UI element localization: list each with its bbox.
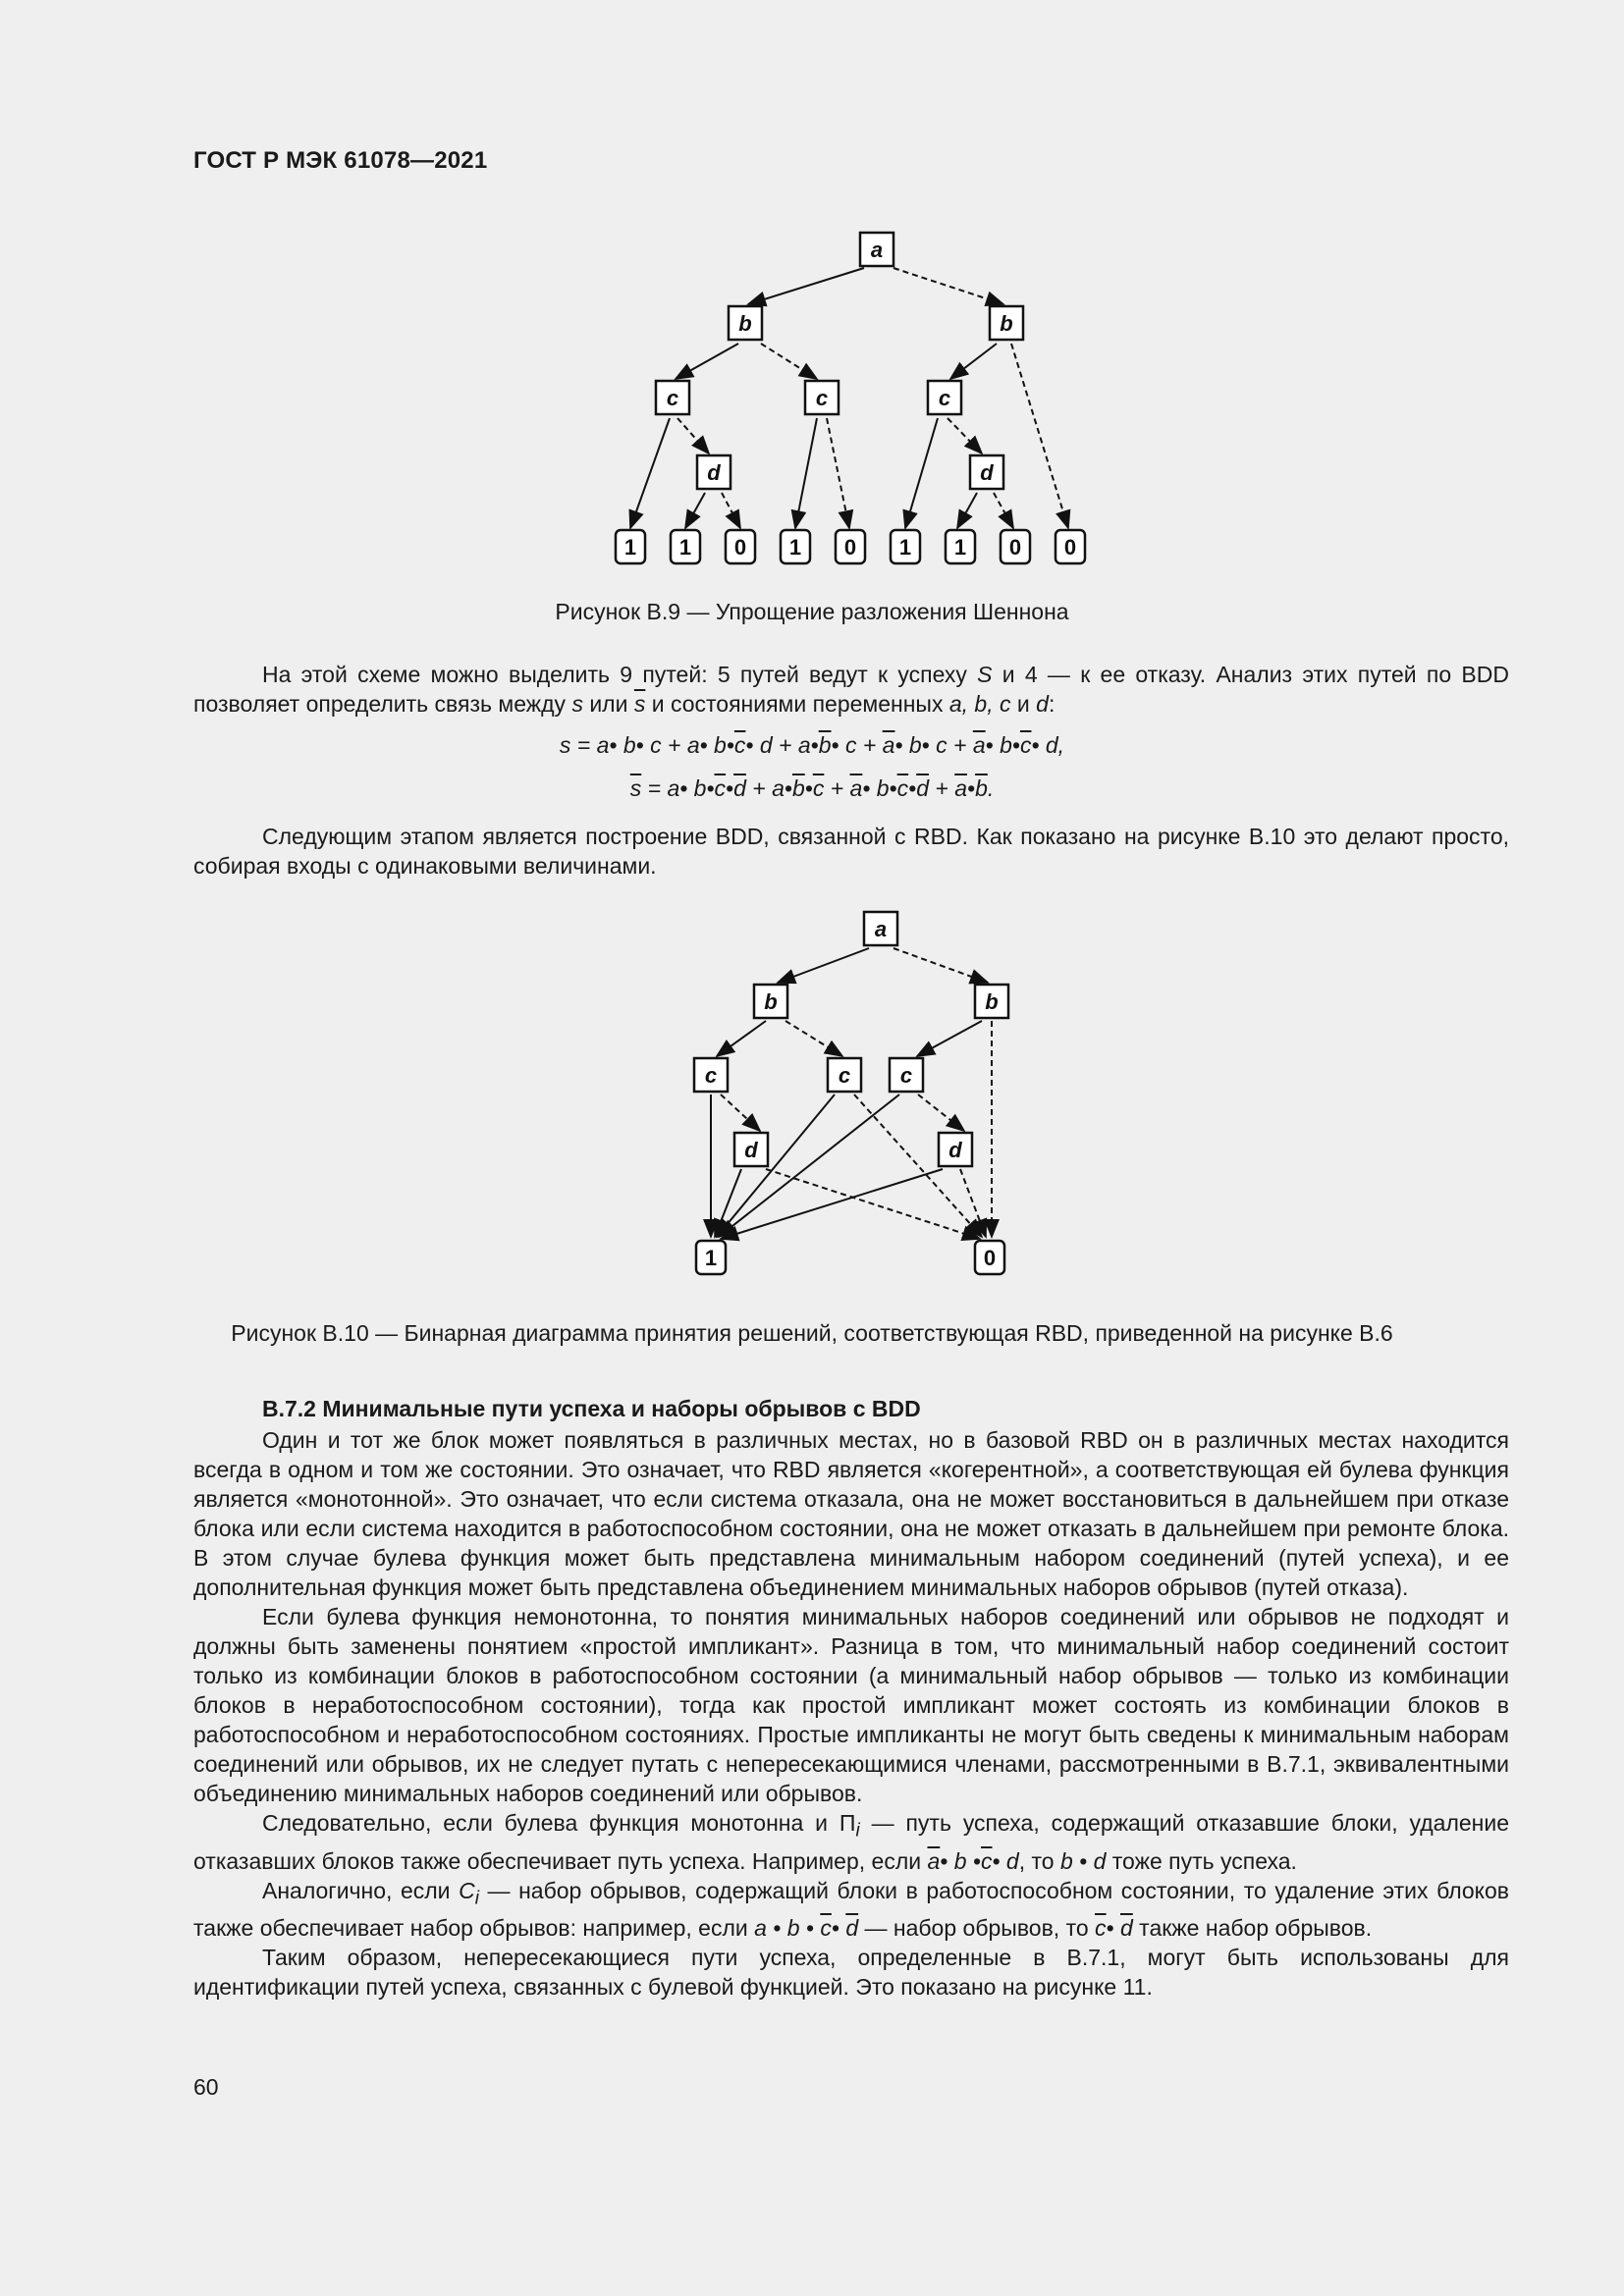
terminal-label: 1 <box>678 535 692 560</box>
edge <box>721 1169 943 1239</box>
edge <box>676 344 738 379</box>
edge <box>630 418 670 528</box>
figure-b9 <box>0 226 1624 569</box>
figure-b10 <box>0 901 1624 1294</box>
paragraph: Следующим этапом является построение BDD, связанной с RBD. Как показано на рисунке В.10 это делают просто, собирая входы с одинаковыми величинами. <box>193 824 1509 879</box>
paragraph: Таким образом, непересекающиеся пути успеха, определенные в В.7.1, могут быть использованы для идентификации путей успеха, связанных с булевой функцией. Это показано на рисунке 11. <box>193 1945 1509 2001</box>
edge <box>893 268 1003 304</box>
page-number: 60 <box>193 2074 219 2100</box>
edge <box>827 418 849 528</box>
node-label: d <box>707 460 721 485</box>
figure-b10-caption: Рисунок В.10 — Бинарная диаграмма принятия решений, соответствующая RBD, приведенной на рисунке В.6 <box>231 1320 1393 1346</box>
terminal-label: 1 <box>623 535 637 560</box>
terminal-label: 1 <box>953 535 967 560</box>
node-label: c <box>666 386 679 410</box>
terminal-label: 0 <box>1063 535 1077 560</box>
formula-s: s = a• b• c + a• $b•\overline{c}•$ $d + a•\overline{b}•$ $c + \overline{a}•$ b• $c + \overline{a}•$ $b•\overline{c}•$ d, <box>559 732 1065 758</box>
edge <box>778 948 869 983</box>
edge <box>957 493 977 528</box>
terminal-label: 1 <box>898 535 912 560</box>
paragraph: На этой схеме можно выделить 9 путей: 5 путей ведут к успеху S и 4 — к ее отказу. Анализ этих путей по BDD позволяет определить связь между s или $\overline{s}$ и состояниями переменных a, b, c и d: <box>193 662 1509 717</box>
edge <box>785 1021 842 1056</box>
edge <box>761 344 817 379</box>
edge <box>766 1169 980 1239</box>
edge <box>1011 344 1068 528</box>
terminal-label: 0 <box>843 535 857 560</box>
node-label: c <box>838 1063 851 1088</box>
paragraph: Если булева функция немонотонна, то понятия минимальных наборов соединений или обрывов не подходят и должны быть заменены понятием «простой импликант». Разница в том, что минимальный набор соединений состоит только из комбинации блоков в работоспособном состоянии (а минимальный набор обрывов — только из комбинации блоков в неработоспособном состоянии), тогда как простой импликант может состоять из комбинации блоков в работоспособном и неработоспособном состояниях. Простые импликанты не могут быть сведены к минимальным наборам соединений или обрывов, их не следует путать с непересекающимися членами, рассмотренными в В.7.1, эквивалентными объединению минимальных наборов соединений или обрывов. <box>193 1604 1509 1806</box>
formula-s-bar: $\overline{s}$ = a• $b•\overline{c}•\overline{d}$ + $a•\overline{b}•\overline{c}$ + $\overline{a}•$ $b•\overline{c}•\overline{d}$ + $\overline{a}•\overline{b}$. <box>629 775 995 801</box>
figure-b9-diagram <box>0 226 1624 569</box>
document-header: ГОСТ Р МЭК 61078—2021 <box>193 147 488 174</box>
figure-b9-caption: Рисунок В.9 — Упрощение разложения Шеннона <box>555 599 1069 624</box>
terminal-label: 0 <box>733 535 747 560</box>
edge <box>917 1021 982 1056</box>
terminal-label: 0 <box>983 1246 997 1270</box>
edge <box>748 268 864 304</box>
node-label: d <box>948 1138 962 1162</box>
node-label: b <box>764 989 778 1014</box>
terminal-label: 1 <box>704 1246 718 1270</box>
node-label: d <box>744 1138 758 1162</box>
edge <box>677 418 709 454</box>
edge <box>722 493 740 528</box>
section-heading: В.7.2 Минимальные пути успеха и наборы обрывов с BDD <box>262 1396 921 1421</box>
edge <box>685 493 705 528</box>
paragraph: Следовательно, если булева функция монотонна и $\Pi_i$ — путь успеха, содержащий отказавшие блоки, удаление отказавших блоков также обеспечивает путь успеха. Например, если $\overline{a}•$ b $•\overline{c}•$ d, то b • d тоже путь успеха. <box>193 1810 1510 1874</box>
edge <box>950 344 997 379</box>
edge <box>994 493 1013 528</box>
node-label: c <box>938 386 951 410</box>
node-label: d <box>980 460 994 485</box>
node-label: b <box>738 311 752 336</box>
node-label: b <box>1000 311 1013 336</box>
paragraph: Аналогично, если $C_i$ — набор обрывов, содержащий блоки в работоспособном состоянии, то удаление этих блоков также обеспечивает набор обрывов: например, если a • b • $\overline{c}•$ $\overline{d}$ — набор обрывов, то $\overline{c}•$ $\overline{d}$ также набор обрывов. <box>193 1877 1510 1942</box>
edge <box>905 418 938 528</box>
edge <box>893 948 988 983</box>
terminal-label: 0 <box>1008 535 1022 560</box>
edge <box>715 1169 741 1237</box>
node-label: a <box>874 917 888 941</box>
edge <box>795 418 817 528</box>
edge <box>721 1095 760 1131</box>
node-label: c <box>899 1063 913 1088</box>
figure-b10-diagram <box>0 901 1624 1294</box>
node-label: c <box>815 386 829 410</box>
body-text <box>193 1425 1509 2002</box>
edge <box>918 1095 964 1131</box>
paragraph: Один и тот же блок может появляться в различных местах, но в базовой RBD он в различных местах находится всегда в одном и том же состоянии. Это означает, что RBD является «когерентной», а соответствующая ей булева функция является «монотонной». Это означает, что если система отказала, она не может восстановиться в дальнейшем при отказе блока или если система находится в работоспособном состоянии, она не может отказать в дальнейшем при ремонте блока. В этом случае булева функция может быть представлена минимальным набором соединений (путей успеха), и ее дополнительная функция может быть представлена объединением минимальных наборов обрывов (путей отказа). <box>193 1427 1509 1600</box>
edge <box>717 1021 766 1056</box>
node-label: c <box>704 1063 718 1088</box>
edge <box>947 418 982 454</box>
node-label: b <box>985 989 999 1014</box>
node-label: a <box>870 238 884 262</box>
terminal-label: 1 <box>788 535 802 560</box>
